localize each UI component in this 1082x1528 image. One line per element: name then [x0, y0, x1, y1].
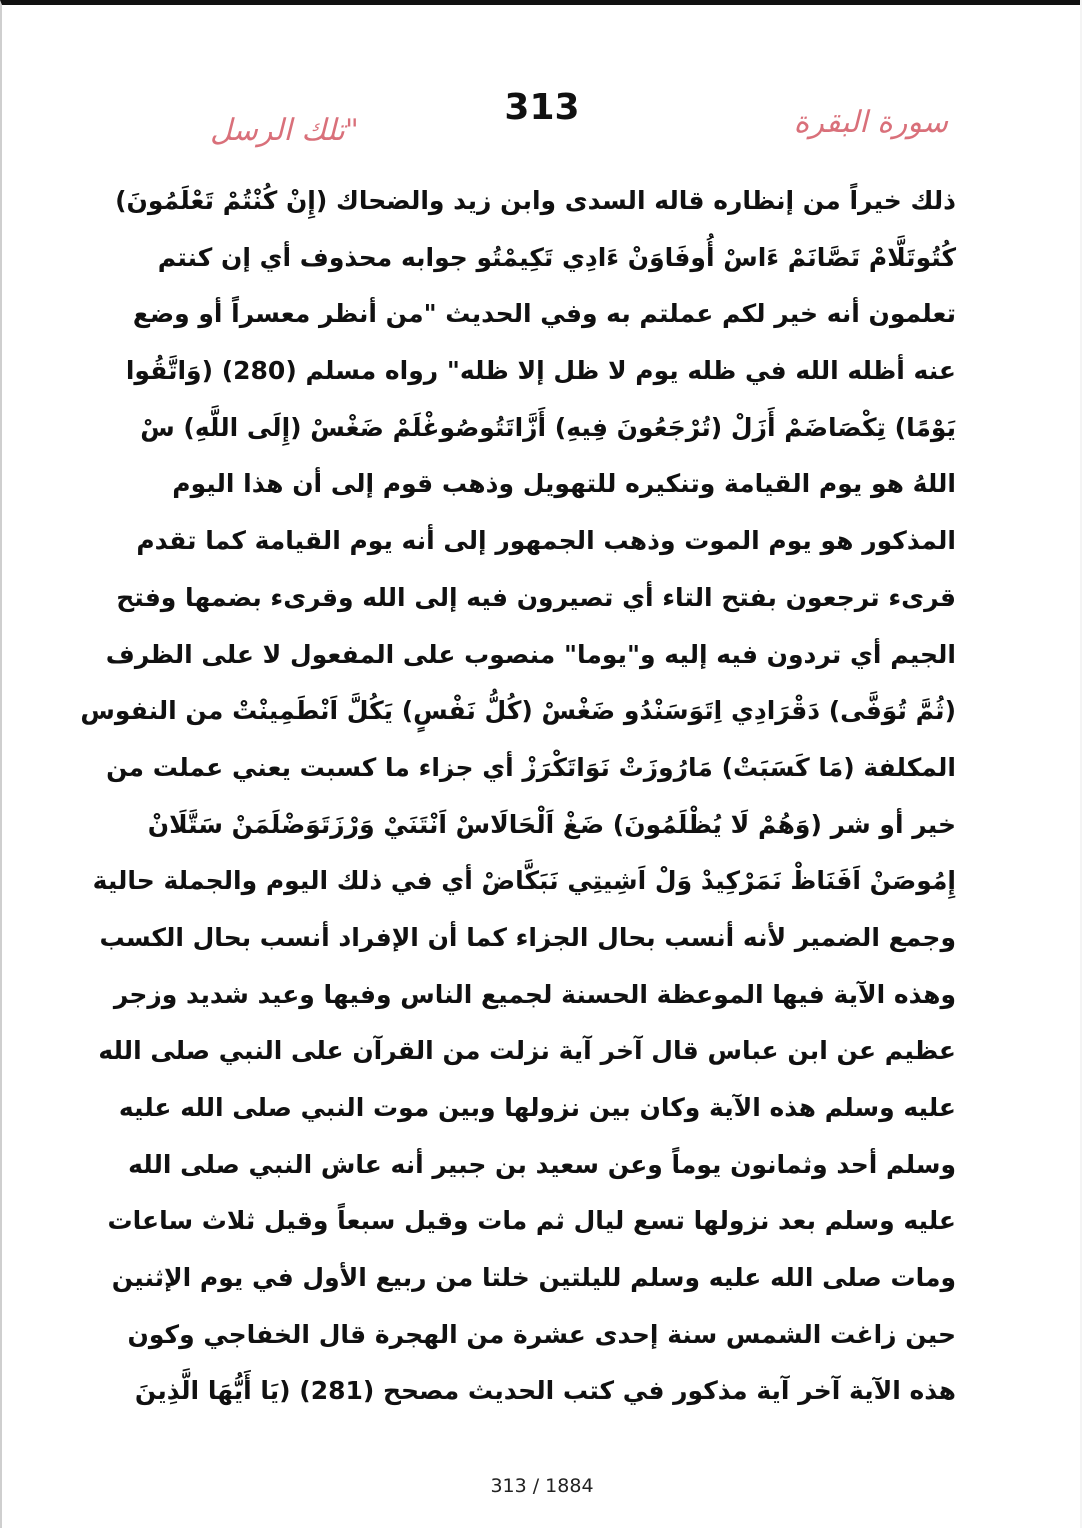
text-line: الجيم أي تردون فيه إليه و"يوما" منصوب على المفعول لا على الظرف — [105, 639, 956, 669]
page-counter: 313 / 1884 — [490, 1475, 594, 1497]
text-line: وجمع الضمير لأنه أنسب بحال الجزاء كما أن الإفراد أنسب بحال الكسب — [99, 922, 956, 952]
body-text — [80, 173, 956, 1406]
text-line: حين زاغت الشمس سنة إحدى عشرة من الهجرة قال الخفاجي وكون — [127, 1319, 956, 1349]
text-line: (ثُمَّ تُوَفَّى) دَقْرَادِي اِتَوَسَنْدُو ضَغْسْ (كُلُّ نَفْسٍ) يَكُلَّ اَنْطَمِينْتْ من النفوس — [80, 696, 956, 726]
text-line: قرىء ترجعون بفتح التاء أي تصيرون فيه إلى الله وقرىء بضمها وفتح — [116, 582, 956, 612]
page-number: 313 — [504, 87, 580, 128]
text-line: عليه وسلم هذه الآية وكان بين نزولها وبين موت النبي صلى الله عليه — [118, 1093, 956, 1122]
text-line: اللهُ هو يوم القيامة وتنكيره للتهويل وذهب قوم إلى أن هذا اليوم — [172, 469, 956, 499]
text-line: عظيم عن ابن عباس قال آخر آية نزلت من القرآن على النبي صلى الله — [98, 1036, 956, 1066]
text-line: هذه الآية آخر آية مذكور في كتب الحديث مصحح (281) (يَا أَيُّهَا الَّذِينَ — [134, 1376, 956, 1406]
text-line: يَوْمًا) تِكْصَاضَمْ أَزَلْ (تُرْجَعُونَ فِيهِ) أَزَّاتَتُوصُوغْلَمْ ضَغْسْ (إِلَى اللَّهِ) سْ — [140, 412, 956, 442]
text-line: ومات صلى الله عليه وسلم لليلتين خلتا من ربيع الأول في يوم الإثنين — [111, 1263, 956, 1293]
text-line: خير أو شر (وَهُمْ لَا يُظْلَمُونَ) ضَغْ اَلْحَالَاسْ اَنْتَنَيْ وَرْزَتَوَضْلَمَنْ سَتَّلَانْ — [147, 809, 956, 839]
text-line: كُتُوتَلَّامْ تَصَّانَمْ ءَاسْ أُوفَاوَنْ ءَادِي تَكِيمْتُو جوابه محذوف أي إن كنتم — [157, 242, 956, 272]
juz-name-annotation: "تلك الرسل — [210, 113, 359, 148]
text-line: عليه وسلم بعد نزولها تسع ليال ثم مات وقيل سبعاً وقيل ثلاث ساعات — [107, 1206, 956, 1236]
text-line: ذلك خيراً من إنظاره قاله السدى وابن زيد والضحاك (إِنْ كُنْتُمْ تَعْلَمُونَ) — [115, 186, 956, 215]
text-line: وهذه الآية فيها الموعظة الحسنة لجميع الناس وفيها وعيد شديد وزجر — [113, 979, 956, 1009]
text-line: وسلم أحد وثمانون يوماً وعن سعيد بن جبير أنه عاش النبي صلى الله — [128, 1149, 956, 1179]
text-line: إِمُوصَنْ اَفَنَاظْ نَمَرْكِيدْ وَلْ اَشِيتِي نَبَكَّاضْ أي في ذلك اليوم والجملة حالية — [92, 866, 956, 896]
text-line: المذكور هو يوم الموت وذهب الجمهور إلى أنه يوم القيامة كما تقدم — [136, 526, 956, 556]
text-line: تعلمون أنه خير لكم عملتم به وفي الحديث "من أنظر معسراً أو وضع — [132, 299, 956, 329]
text-line: عنه أظله الله في ظله يوم لا ظل إلا ظله" رواه مسلم (280) (وَاتَّقُوا — [125, 356, 956, 386]
text-line: المكلفة (مَا كَسَبَتْ) مَارُوزَتْ نَوَاتَكْرَزْ أي جزاء ما كسبت يعني عملت من — [106, 752, 956, 782]
surah-name-annotation: سورة البقرة — [793, 105, 948, 140]
